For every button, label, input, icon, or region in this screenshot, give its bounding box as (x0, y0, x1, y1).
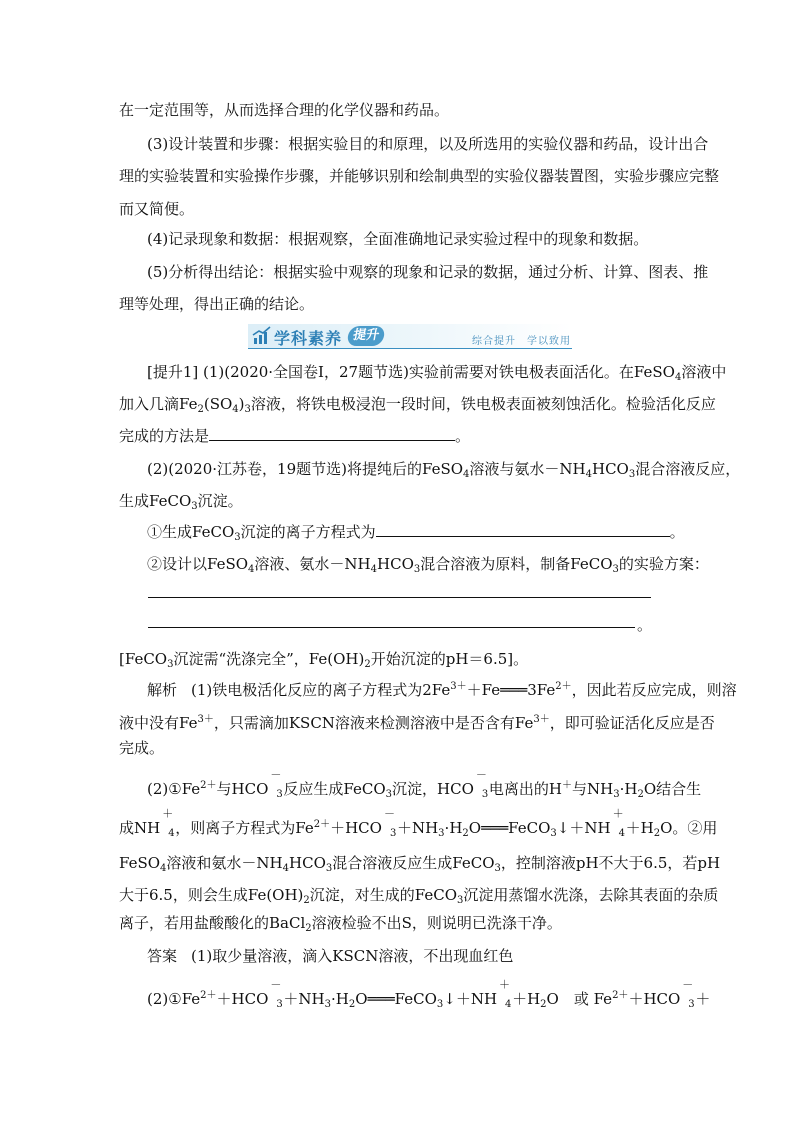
banner-subtitle: 综合提升 学以致用 (472, 336, 571, 347)
growth-chart-icon (252, 326, 272, 346)
banner-title: 学科素养 (274, 329, 343, 348)
answer-line: $(2)①Fe^{2+}+HCO$ － 3 $+NH_3\cdot H_2O═══FeCO_3↓+NH$ ＋ 4 $+H_2O$ 或 $Fe^{2+}+HCO$ － 3 ＋ (147, 978, 711, 1010)
answer-blank[interactable] (148, 597, 651, 598)
analysis-label: 解析 (147, 681, 178, 699)
question-line: 生成FeCO$_3$沉淀。 (119, 492, 243, 512)
answer-blank[interactable] (376, 522, 670, 537)
section-banner (248, 324, 572, 350)
question-line: 完成的方法是 。 (119, 427, 471, 445)
question-line: [提升1] (1)(2020·全国卷Ⅰ，27题节选)实验前需要对铁电极表面活化。在FeSO$_4$溶液中 (147, 363, 727, 383)
intro-line: 在一定范围等，从而选择合理的化学仪器和药品。 (119, 101, 450, 119)
question-line: 加入几滴$Fe_2(SO_4)_3$溶液，将铁电极浸泡一段时间，铁电极表面被刻蚀活化。检验活化反应 (119, 395, 716, 415)
analysis-line: FeSO$_4$溶液和氨水$-NH_4HCO_3$混合溶液反应生成FeCO$_3$，控制溶液pH不大于6.5，若pH (119, 854, 721, 874)
step3-line: 而又简便。 (119, 200, 195, 218)
period: 。 (637, 616, 653, 634)
analysis-line: 液中没有$Fe^{3+}$，只需滴加KSCN溶液来检测溶液中是否含有$Fe^{3+}$，即可验证活化反应是否 (119, 714, 715, 732)
answer-blank[interactable] (148, 627, 635, 628)
analysis-line: 离子，若用盐酸酸化的BaCl$_2$溶液检验不出S，则说明已洗涤干净。 (119, 914, 562, 934)
answer-label: 答案 (147, 947, 178, 965)
analysis-line: 大于6.5，则会生成$Fe(OH)_2$沉淀，对生成的FeCO$_3$沉淀用蒸馏水洗涤，去除其表面的杂质 (119, 886, 719, 906)
step5-line: 理等处理，得出正确的结论。 (119, 295, 315, 313)
analysis-line: $(2)①Fe^{2+}$与HCO － 3 反应生成FeCO$_3$沉淀，HCO － 3 电离出的H＋与$NH_3\cdot H_2O$结合生 (147, 768, 702, 800)
answer-blank[interactable] (209, 426, 455, 441)
answer-line: 答案 (1)取少量溶液，滴入KSCN溶液，不出现血红色 (147, 947, 514, 965)
question-line: ②设计以FeSO$_4$溶液、氨水$-NH_4HCO_3$混合溶液为原料，制备FeCO$_3$的实验方案： (147, 555, 709, 575)
question-note: [FeCO$_3$沉淀需“洗涤完全”，$Fe(OH)_2$开始沉淀的pH＝6.5]。 (119, 650, 529, 670)
banner-tag: 提升 (346, 326, 386, 346)
analysis-line: 完成。 (119, 739, 165, 757)
step5-line: (5)分析得出结论：根据实验中观察的现象和记录的数据，通过分析、计算、图表、推 (147, 263, 709, 281)
analysis-line: 成NH ＋ 4 ，则离子方程式为$Fe^{2+}+HCO$ － 3 $+NH_3\cdot H_2O═══FeCO_3↓+NH$ ＋ 4 $+H_2O$。②用 (119, 807, 718, 839)
analysis-line: 解析 (1)铁电极活化反应的离子方程式为$2Fe^{3+}+Fe═══3Fe^{2+}$，因此若反应完成，则溶 (147, 681, 737, 699)
question-line: ①生成FeCO$_3$沉淀的离子方程式为 。 (147, 523, 685, 543)
step3-line: (3)设计装置和步骤：根据实验目的和原理，以及所选用的实验仪器和药品，设计出合 (147, 135, 709, 153)
step4-line: (4)记录现象和数据：根据观察，全面准确地记录实验过程中的现象和数据。 (147, 230, 649, 248)
step3-line: 理的实验装置和实验操作步骤，并能够识别和绘制典型的实验仪器装置图，实验步骤应完整 (119, 167, 720, 185)
question-line: (2)(2020·江苏卷，19题节选)将提纯后的FeSO$_4$溶液与氨水$-NH_4HCO_3$混合溶液反应， (147, 460, 741, 480)
